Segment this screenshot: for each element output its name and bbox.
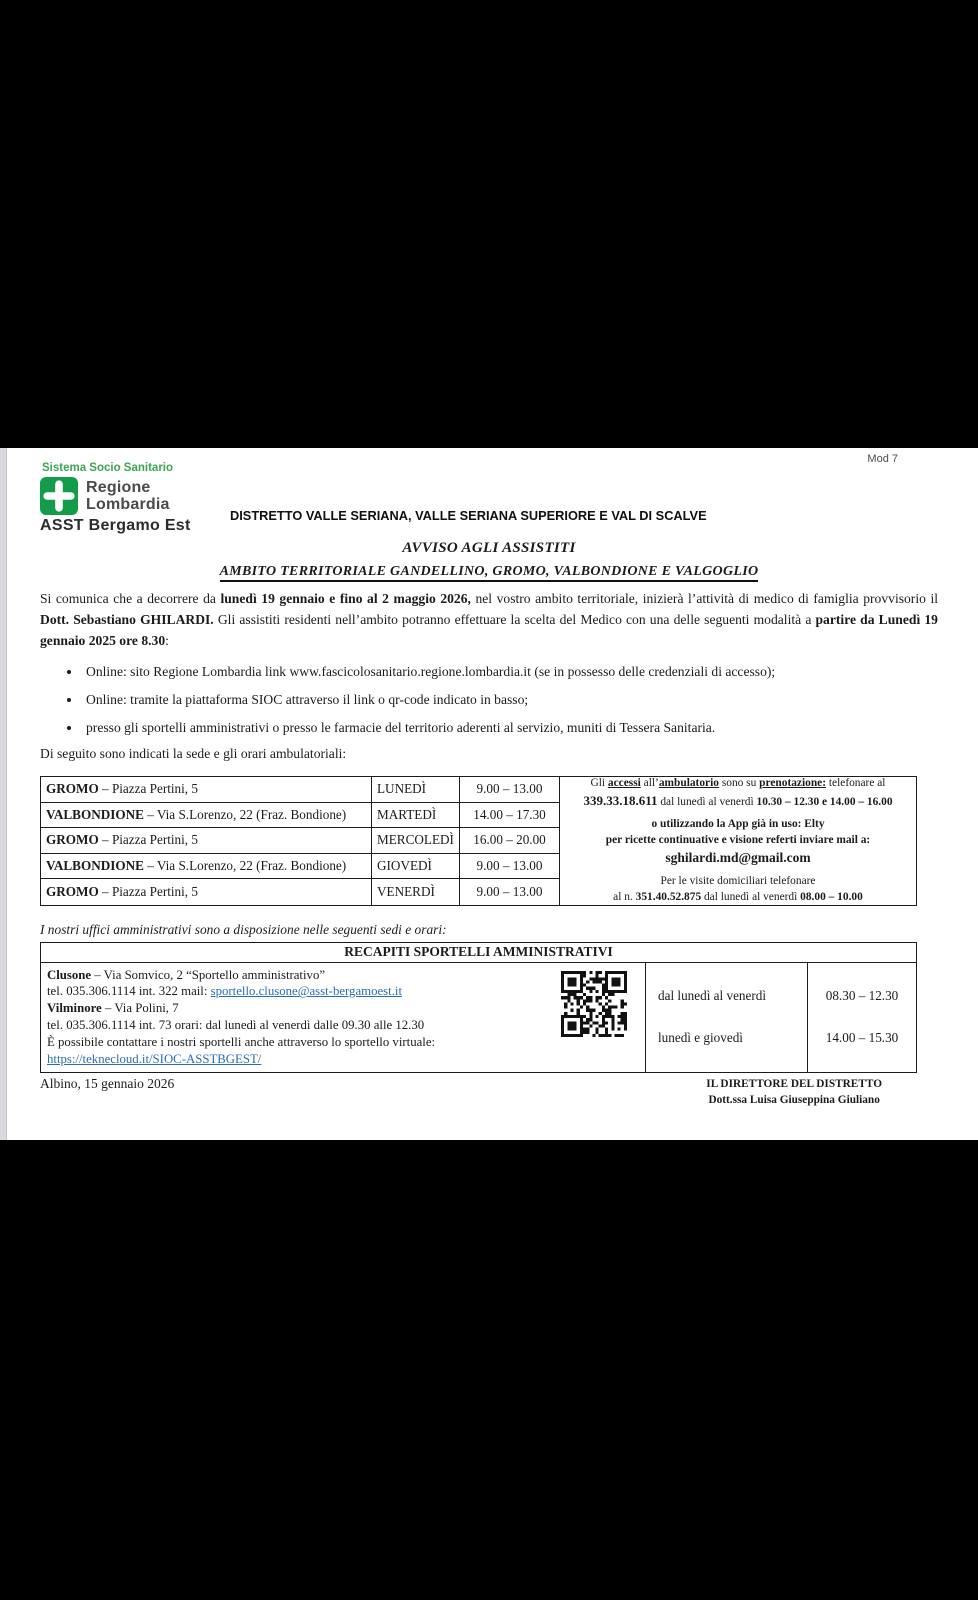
table-row-location: GROMO – Piazza Pertini, 5 [41, 828, 371, 854]
table-row-location: VALBONDIONE – Via S.Lorenzo, 22 (Fraz. Bondione) [41, 803, 371, 829]
list-item: • Online: tramite la piattaforma SIOC attraverso il link o qr-code indicato in basso; [82, 690, 938, 709]
table-row-hours: 16.00 – 20.00 [459, 828, 559, 854]
brand-tagline: Sistema Socio Sanitario [42, 462, 174, 474]
ambulatory-schedule-table [40, 776, 917, 906]
app-mail-info: o utilizzando la App già in uso: Elty per ricette continuative e visione referti inviare mail a: sghilardi.md@gmail.com [605, 817, 871, 865]
offices-note: I nostri uffici amministrativi sono a disposizione nelle seguenti sedi e orari: [40, 921, 447, 937]
options-list [40, 662, 938, 737]
virtual-desk-link[interactable]: https://teknecloud.it/SIOC-ASSTBGEST/ [47, 1052, 262, 1067]
office-name: Vilminore [47, 1001, 102, 1016]
offices-contacts-cell: Clusone – Via Somvico, 2 “Sportello amministrativo” tel. 035.306.1114 int. 322 mail: sportello.clusone@asst-bergamoest.it Vilminore – Via Polini, 7 tel. 035.306.1114 int. 73 orari: dal lunedì al venerdì dalle 09.30 alle 12.30 È possibile contattare i nostri sportelli anche attraverso lo sportello virtuale: https://teknecloud.it/SIOC-ASSTBGEST/ [41, 963, 646, 1072]
list-item: • presso gli sportelli amministrativi o presso le farmacie del territorio aderenti al servizio, muniti di Tessera Sanitaria. [82, 718, 938, 737]
brand-region-line2: Lombardia [86, 496, 170, 513]
document-header [40, 462, 938, 535]
qr-code [561, 971, 627, 1037]
office-name: Clusone [47, 967, 92, 982]
brand-block [40, 462, 226, 535]
brand-region-name [86, 479, 170, 513]
mod-label: Mod 7 [867, 453, 898, 465]
district-title: DISTRETTO VALLE SERIANA, VALLE SERIANA SUPERIORE E VAL DI SCALVE [230, 508, 707, 523]
signature-name: Dott.ssa Luisa Giuseppina Giuliano [708, 1094, 880, 1107]
doctor-email: sghilardi.md@gmail.com [665, 849, 811, 865]
table-row-day: GIOVEDÌ [371, 854, 459, 880]
table-row-day: VENERDÌ [371, 879, 459, 905]
signature-title: IL DIRETTORE DEL DISTRETTO [706, 1077, 882, 1090]
notice-subtitle: AMBITO TERRITORIALE GANDELLINO, GROMO, VALBONDIONE E VALGOGLIO [40, 562, 938, 580]
office-hours-days: dal lunedì al venerdì lunedì e giovedì [646, 963, 808, 1072]
document-page [0, 448, 978, 1140]
office-hours-times: 08.30 – 12.30 14.00 – 15.30 [825, 988, 899, 1046]
table-row-hours: 9.00 – 13.00 [459, 854, 559, 880]
brand-asst: ASST Bergamo Est [40, 517, 191, 534]
table-row-day: MARTEDÌ [371, 803, 459, 829]
table-row-hours: 9.00 – 13.00 [459, 777, 559, 803]
regione-lombardia-logo-icon [40, 477, 78, 515]
table-row-hours: 14.00 – 17.30 [459, 803, 559, 829]
document-footer [40, 1076, 938, 1109]
table-row-location: GROMO – Piazza Pertini, 5 [46, 883, 198, 899]
offices-table [40, 942, 917, 1073]
notice-title: AVVISO AGLI ASSISTITI [402, 540, 576, 556]
intro-paragraph: Si comunica che a decorrere da lunedì 19 gennaio e fino al 2 maggio 2026, nel vostro ambito territoriale, inizierà l’attività di medico di famiglia provvisorio il Dott. Sebastiano GHILARDI. Gli assistiti residenti nell’ambito potranno effettuare la scelta del Medico con una delle seguenti modalità a partire da Lunedì 19 gennaio 2025 ore 8.30: [40, 591, 939, 648]
table-row-day: MERCOLEDÌ [371, 828, 459, 854]
place-date: Albino, 15 gennaio 2026 [40, 1075, 175, 1091]
booking-info-panel [559, 777, 916, 905]
signature-block [706, 1076, 882, 1109]
table-row-location: GROMO – Piazza Pertini, 5 [41, 777, 371, 803]
table-row-location: VALBONDIONE – Via S.Lorenzo, 22 (Fraz. Bondione) [41, 854, 371, 880]
table-row-hours: 9.00 – 13.00 [459, 879, 559, 905]
clusone-email-link[interactable]: sportello.clusone@asst-bergamoest.it [210, 984, 403, 999]
offices-table-header: RECAPITI SPORTELLI AMMINISTRATIVI [41, 943, 916, 963]
table-row-day: LUNEDÌ [371, 777, 459, 803]
list-item: • Online: sito Regione Lombardia link www.fascicolosanitario.regione.lombardia.it (se in possesso delle credenziali di accesso); [82, 662, 938, 681]
home-visit-info: Per le visite domiciliari telefonare al n. 351.40.52.875 dal lunedì al venerdì 08.00 – 10.00 [613, 874, 863, 903]
booking-phone-info: Gli accessi all’ambulatorio sono su prenotazione: telefonare al 339.33.18.611 dal lunedì al venerdì 10.30 – 12.30 e 14.00 – 16.00 [583, 776, 893, 808]
schedule-intro: Di seguito sono indicati la sede e gli orari ambulatoriali: [40, 746, 347, 761]
brand-region-line1: Regione [86, 478, 151, 496]
